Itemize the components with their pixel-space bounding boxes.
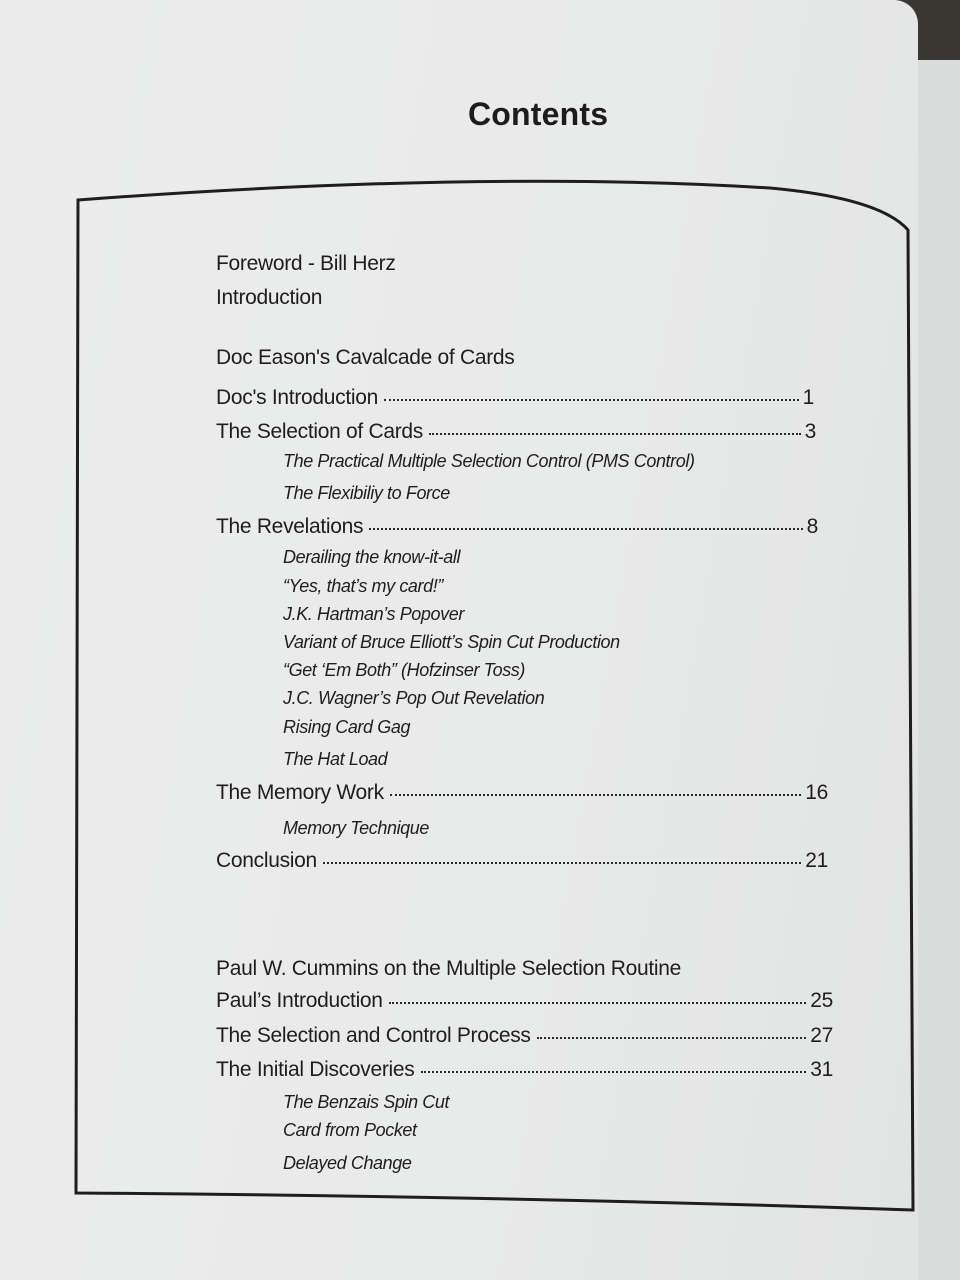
toc-subentry: J.K. Hartman’s Popover	[283, 604, 464, 624]
toc-entry-foreword	[216, 252, 396, 276]
toc-entry-conclusion	[216, 849, 828, 873]
toc-entry-label: The Selection and Control Process	[216, 1024, 531, 1047]
toc-entry-label: Conclusion	[216, 849, 317, 872]
section-heading-label: Paul W. Cummins on the Multiple Selection Routine	[216, 957, 682, 980]
toc-entry-label: Paul’s Introduction	[216, 989, 383, 1012]
toc-entry-revelations	[216, 515, 818, 539]
toc-entry-label: Doc's Introduction	[216, 386, 379, 409]
dot-leader	[323, 862, 801, 864]
toc-entry-label: The Revelations	[216, 515, 364, 538]
toc-subentry: “Yes, that’s my card!”	[283, 576, 443, 596]
page-number: 31	[810, 1058, 833, 1081]
page-number: 8	[806, 515, 818, 538]
toc-subentry: Variant of Bruce Elliott’s Spin Cut Production	[283, 632, 620, 652]
toc-entry-selection-of-cards	[216, 420, 816, 444]
toc-subentry: The Practical Multiple Selection Control (PMS Control)	[283, 451, 695, 471]
toc-entry-initial-discoveries	[216, 1058, 833, 1082]
section-heading-doc-eason	[216, 346, 515, 370]
page-number: 16	[805, 781, 828, 804]
toc-entry-introduction	[216, 286, 322, 310]
toc-subentry: “Get ‘Em Both” (Hofzinser Toss)	[283, 660, 525, 680]
page-number: 1	[802, 386, 814, 409]
page-number: 25	[810, 989, 833, 1012]
toc-subentry: The Benzais Spin Cut	[283, 1092, 450, 1112]
toc-subentry: Card from Pocket	[283, 1120, 417, 1140]
dot-leader	[389, 1002, 807, 1004]
section-heading-label: Doc Eason's Cavalcade of Cards	[216, 346, 515, 369]
dot-leader	[537, 1037, 807, 1039]
toc-subentry: Memory Technique	[283, 818, 430, 838]
toc-entry-paul-introduction	[216, 989, 833, 1013]
dot-leader	[384, 399, 799, 401]
toc-subentry: J.C. Wagner’s Pop Out Revelation	[283, 688, 545, 708]
toc-subentry: The Flexibiliy to Force	[283, 483, 450, 503]
toc-entry-label: The Selection of Cards	[216, 420, 424, 443]
page-number: 27	[810, 1024, 833, 1047]
toc-subentry: Delayed Change	[283, 1153, 412, 1173]
toc-subentry: The Hat Load	[283, 749, 388, 769]
page-number: 3	[804, 420, 816, 443]
toc-entry-doc-introduction	[216, 386, 814, 410]
toc-entry-label: Foreword - Bill Herz	[216, 252, 396, 275]
dot-leader	[369, 528, 802, 530]
page-title: Contents	[468, 96, 609, 132]
toc-entry-label: The Memory Work	[216, 781, 384, 804]
dot-leader	[429, 433, 801, 435]
toc-entry-label: Introduction	[216, 286, 323, 309]
dot-leader	[390, 794, 801, 796]
toc-entry-memory-work	[216, 781, 828, 805]
dot-leader	[421, 1071, 807, 1073]
toc-entry-label: The Initial Discoveries	[216, 1058, 415, 1081]
section-heading-paul-cummins	[216, 957, 681, 981]
toc-subentry: Rising Card Gag	[283, 717, 411, 737]
page-number: 21	[805, 849, 828, 872]
toc-subentry: Derailing the know-it-all	[283, 547, 461, 567]
toc-entry-selection-control	[216, 1024, 833, 1048]
